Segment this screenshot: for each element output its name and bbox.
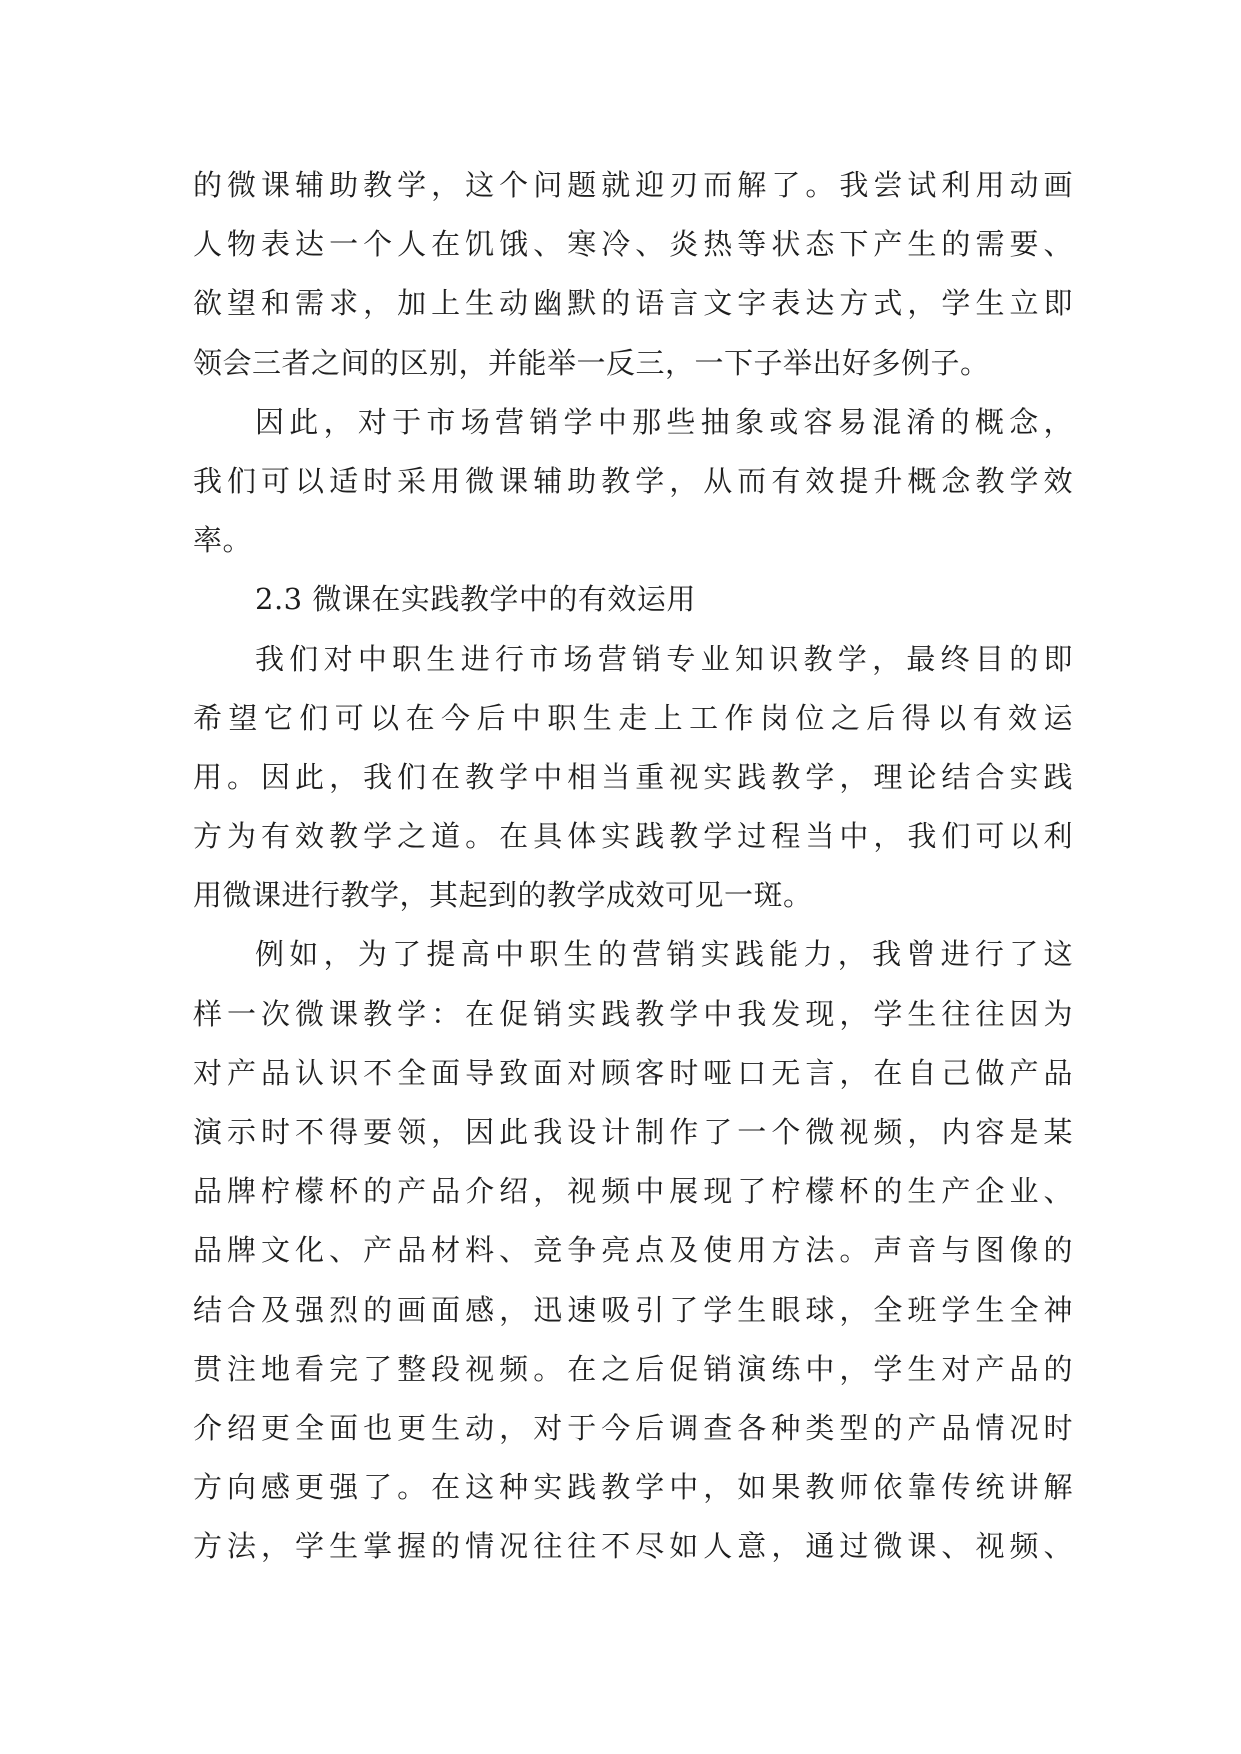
text-line: 例如，为了提高中职生的营销实践能力，我曾进行了这 [255, 937, 1073, 972]
text-line: 结合及强烈的画面感，迅速吸引了学生眼球，全班学生全神 [193, 1292, 1073, 1327]
text-line: 我们可以适时采用微课辅助教学，从而有效提升概念教学效 [193, 463, 1073, 498]
text-line: 演示时不得要领，因此我设计制作了一个微视频，内容是某 [193, 1115, 1073, 1149]
text-line: 贯注地看完了整段视频。在之后促销演练中，学生对产品的 [193, 1351, 1073, 1386]
text-line: 领会三者之间的区别，并能举一反三，一下子举出好多例子。 [193, 345, 990, 380]
text-line: 对产品认识不全面导致面对顾客时哑口无言，在自己做产品 [193, 1055, 1073, 1090]
text-line: 欲望和需求，加上生动幽默的语言文字表达方式，学生立即 [193, 286, 1073, 321]
text-line: 方法，学生掌握的情况往往不尽如人意，通过微课、视频、 [193, 1529, 1073, 1564]
text-line: 方向感更强了。在这种实践教学中，如果教师依靠传统讲解 [193, 1470, 1073, 1505]
text-line: 希望它们可以在今后中职生走上工作岗位之后得以有效运 [193, 700, 1073, 735]
section-heading: 2.3 微课在实践教学中的有效运用 [255, 582, 696, 617]
text-line: 品牌文化、产品材料、竞争亮点及使用方法。声音与图像的 [193, 1233, 1073, 1268]
text-line: 样一次微课教学：在促销实践教学中我发现，学生往往因为 [193, 996, 1073, 1031]
text-line: 人物表达一个人在饥饿、寒冷、炎热等状态下产生的需要、 [193, 227, 1073, 262]
text-line: 介绍更全面也更生动，对于今后调查各种类型的产品情况时 [193, 1410, 1073, 1445]
text-line: 率。 [193, 523, 253, 558]
text-line: 因此，对于市场营销学中那些抽象或容易混淆的概念， [255, 404, 1073, 439]
text-line: 用。因此，我们在教学中相当重视实践教学，理论结合实践 [193, 759, 1073, 794]
text-line: 用微课进行教学，其起到的教学成效可见一斑。 [193, 878, 813, 913]
text-line: 品牌柠檬杯的产品介绍，视频中展现了柠檬杯的生产企业、 [193, 1174, 1073, 1209]
body-text [193, 156, 1073, 1577]
text-line: 的微课辅助教学，这个问题就迎刃而解了。我尝试利用动画 [193, 168, 1073, 202]
text-line: 方为有效教学之道。在具体实践教学过程当中，我们可以利 [193, 819, 1073, 854]
text-line: 我们对中职生进行市场营销专业知识教学，最终目的即 [255, 641, 1073, 676]
